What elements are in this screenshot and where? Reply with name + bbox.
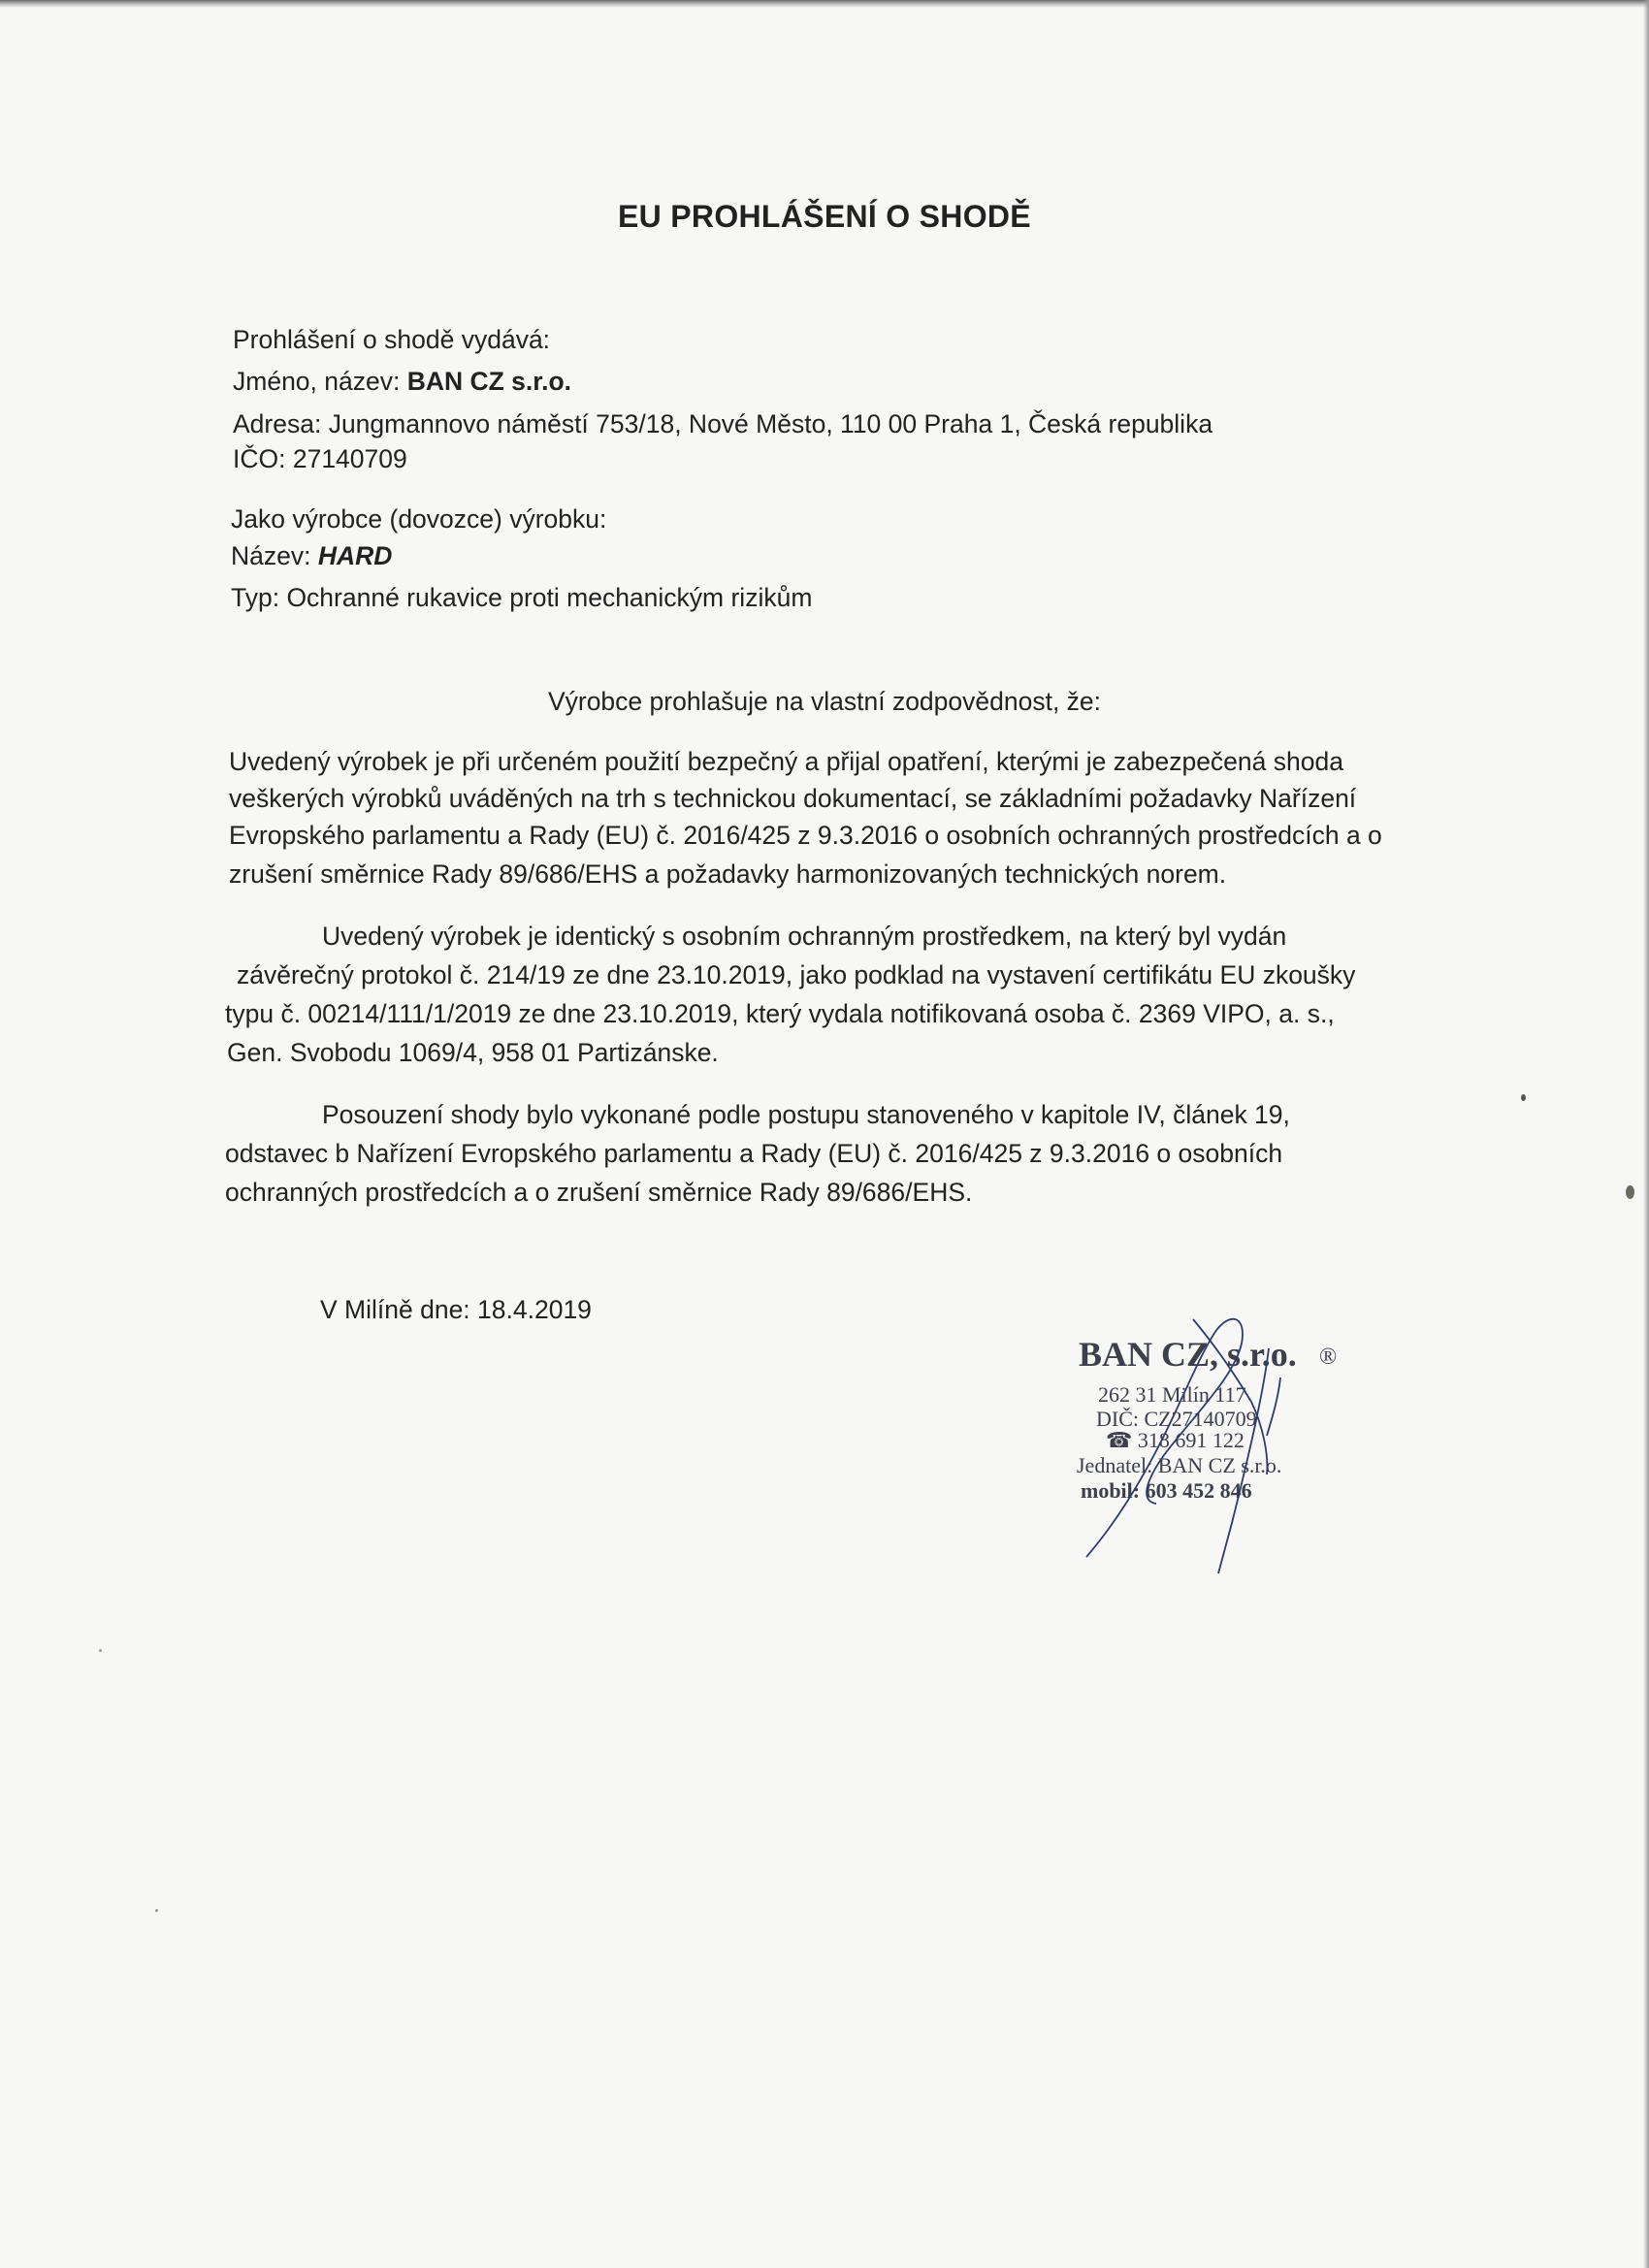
issuer-ico: IČO: 27140709: [233, 444, 407, 473]
product-name-line: [231, 541, 392, 571]
scan-speck: [1626, 1185, 1634, 1199]
scan-speck: [99, 1649, 102, 1652]
stamp-registered-mark: ®: [1319, 1345, 1338, 1370]
issuer-name-label: Jméno, název:: [233, 367, 407, 396]
product-name-value: HARD: [317, 541, 393, 570]
stamp-address: 262 31 Milín 117: [1098, 1382, 1246, 1407]
paragraph3-line: ochranných prostředcích a o zrušení směrnice Rady 89/686/EHS.: [225, 1178, 973, 1207]
place-date: V Milíně dne: 18.4.2019: [320, 1295, 592, 1324]
stamp-tel: ☎ 318 691 122: [1106, 1428, 1245, 1452]
company-stamp: [1048, 1310, 1397, 1581]
scan-edge-right: [1643, 0, 1649, 2268]
product-intro: Jako výrobce (dovozce) výrobku:: [231, 504, 607, 534]
paragraph2-line: typu č. 00214/111/1/2019 ze dne 23.10.2019, který vydala notifikovaná osoba č. 2369 VIPO, a. s.,: [225, 999, 1335, 1028]
paragraph1-line: Evropského parlamentu a Rady (EU) č. 2016/425 z 9.3.2016 o osobních ochranných prostředcích a o: [229, 821, 1382, 850]
product-name-label: Název:: [231, 541, 318, 570]
issuer-address: Adresa: Jungmannovo náměstí 753/18, Nové Město, 110 00 Praha 1, Česká republika: [233, 409, 1213, 438]
stamp-signature-area: [1048, 1310, 1397, 1581]
scan-speck: [1521, 1094, 1526, 1101]
stamp-mobile: mobil: 603 452 846: [1081, 1478, 1252, 1503]
stamp-company: BAN CZ, s.r.o.: [1079, 1335, 1297, 1374]
paragraph2-line: závěrečný protokol č. 214/19 ze dne 23.10.2019, jako podklad na vystavení certifikátu EU zkoušky: [237, 960, 1356, 989]
scan-edge-top: [0, 0, 1649, 8]
issuer-name-line: [233, 367, 571, 397]
product-type: Typ: Ochranné rukavice proti mechanickým rizikům: [231, 583, 813, 612]
document-title: EU PROHLÁŠENÍ O SHODĚ: [618, 199, 1031, 234]
scan-speck: [155, 1909, 158, 1912]
paragraph1-line: Uvedený výrobek je při určeném použití bezpečný a přijal opatření, kterými je zabezpečená shoda: [229, 747, 1343, 776]
paragraph1-line: veškerých výrobků uváděných na trh s technickou dokumentací, se základními požadavky Nařízení: [229, 784, 1357, 813]
stamp-signatory: Jednatel: BAN CZ s.r.o.: [1077, 1453, 1282, 1477]
issuer-name-value: BAN CZ s.r.o.: [406, 367, 572, 396]
issuer-intro: Prohlášení o shodě vydává:: [233, 325, 551, 354]
paragraph2-line: Gen. Svobodu 1069/4, 958 01 Partizánske.: [227, 1038, 719, 1067]
declaration-intro: Výrobce prohlašuje na vlastní zodpovědnost, že:: [547, 687, 1102, 716]
paragraph3-line: Posouzení shody bylo vykonané podle postupu stanoveného v kapitole IV, článek 19,: [322, 1100, 1290, 1129]
paragraph1-line: zrušení směrnice Rady 89/686/EHS a požadavky harmonizovaných technických norem.: [229, 859, 1227, 889]
paragraph3-line: odstavec b Nařízení Evropského parlamentu a Rady (EU) č. 2016/425 z 9.3.2016 o osobních: [225, 1139, 1283, 1168]
stamp-dic: DIČ: CZ27140709: [1096, 1407, 1257, 1431]
paragraph2-line: Uvedený výrobek je identický s osobním ochranným prostředkem, na který byl vydán: [322, 922, 1287, 951]
